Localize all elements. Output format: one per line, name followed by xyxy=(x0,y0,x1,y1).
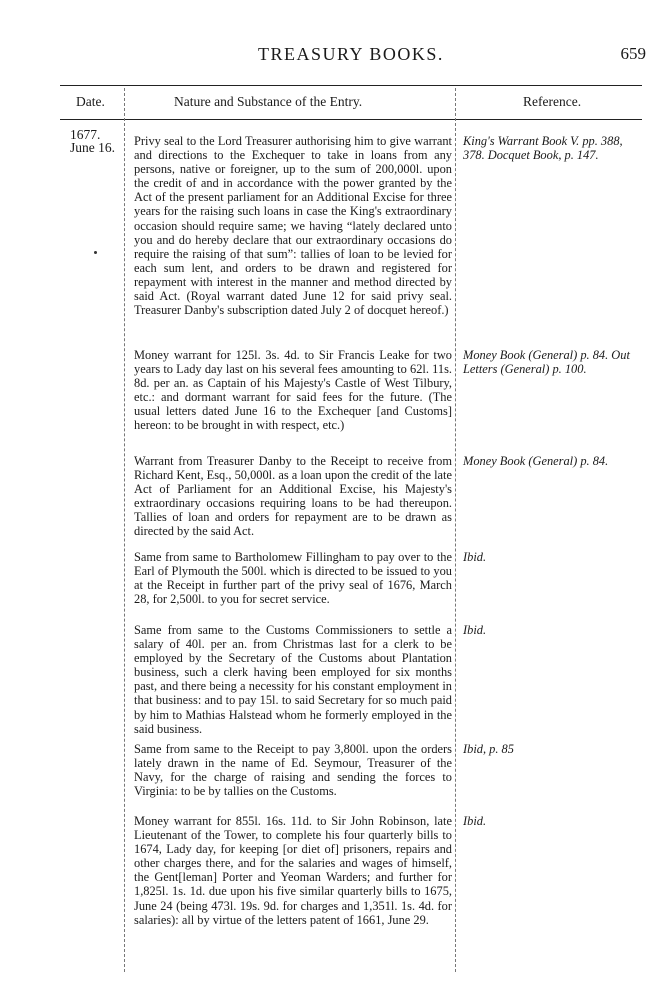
header-rule-top xyxy=(60,85,642,86)
reference-5-text: Ibid. xyxy=(463,623,487,637)
reference-1-text: King's Warrant Book V. pp. 388, 378. Docquet Book, p. 147. xyxy=(463,134,623,163)
entry-3: Warrant from Treasurer Danby to the Receipt to receive from Richard Kent, Esq., 50,000l. as a loan upon the credit of the late Act of Parliament for an Additional Excise, his Majesty's extraordinary occasions requiring loans to be had thereupon. Tallies of loan and orders for repayment are to be drawn as directed by the said Act. xyxy=(134,454,452,539)
reference-7-text: Ibid. xyxy=(463,814,487,828)
reference-1 xyxy=(463,134,645,162)
header-rule-bottom xyxy=(60,119,642,120)
entry-2: Money warrant for 125l. 3s. 4d. to Sir Francis Leake for two years to Lady day last on his several fees amounting to 62l. 11s. 8d. per an. as Captain of his Majesty's Castle of West Tilbury, etc.: and dormant warrant for said fees for the future. (The usual letters dated June 16 to the Exchequer [and Customs] hereon: to be brought in with respect, etc.) xyxy=(134,348,452,433)
page-number: 659 xyxy=(620,44,646,63)
running-title: TREASURY BOOKS. xyxy=(258,44,444,64)
date-year: 1677. xyxy=(70,127,101,142)
reference-2-text: Money Book (General) p. 84. Out Letters (General) p. 100. xyxy=(463,348,630,377)
column-header-date: Date. xyxy=(76,94,105,109)
column-divider-reference xyxy=(455,88,456,972)
reference-4-text: Ibid. xyxy=(463,550,487,564)
reference-7 xyxy=(463,814,645,828)
reference-3 xyxy=(463,454,645,468)
reference-2 xyxy=(463,348,645,376)
date-day: June 16. xyxy=(70,140,115,155)
column-divider-date xyxy=(124,88,125,972)
running-header xyxy=(0,44,672,68)
reference-3-text: Money Book (General) p. 84. xyxy=(463,454,609,468)
entry-4: Same from same to Bartholomew Fillingham to pay over to the Earl of Plymouth the 500l. which is directed to be issued to you at the Receipt in further part of the privy seal of 1676, March 28, for 2,500l. to you for secret service. xyxy=(134,550,452,607)
reference-6 xyxy=(463,742,645,756)
reference-6-text: Ibid, p. 85 xyxy=(463,742,514,756)
column-header-reference: Reference. xyxy=(523,94,582,109)
reference-5 xyxy=(463,623,645,637)
reference-4 xyxy=(463,550,645,564)
entry-7: Money warrant for 855l. 16s. 11d. to Sir John Robinson, late Lieutenant of the Tower, to complete his four quarterly bills to 1674, Lady day, for keeping [or diet of] prisoners, repairs and other charges there, and for the salaries and wages of himself, the Gent[leman] Porter and Yeoman Warders; and further for 1,825l. 1s. 1d. due upon his five similar quarterly bills to 1675, June 24 (being 473l. 19s. 9d. for charges and 1,351l. 1s. 4d. for salaries): all by virtue of the letters patent of 1661, June 29. xyxy=(134,814,452,927)
entry-6: Same from same to the Receipt to pay 3,800l. upon the orders lately drawn in the name of Ed. Seymour, Treasurer of the Navy, for the charge of raising and sending the forces to Virginia: to be by tallies on the Customs. xyxy=(134,742,452,799)
entry-1: Privy seal to the Lord Treasurer authorising him to give warrant and directions to the Exchequer to take in loans from any persons, native or foreigner, up to the sum of 200,000l. upon the credit of and in accordance with the power granted by the Act of the present parliament for an Additional Excise for three years for the raising such loans in case the King's extraordinary occasion should require same; we having “lately declared unto you and do hereby declare that our extraordinary occasions do require the raising of that sum”: tallies of loan to be levied for each sum lent, and orders to be drawn and registered for repayment with interest in the manner and method directed by said Act. (Royal warrant dated June 12 for said privy seal. Treasurer Danby's subscription dated July 2 of docquet hereof.) xyxy=(134,134,452,318)
entry-5: Same from same to the Customs Commissioners to settle a salary of 40l. per an. from Christmas last for a clerk to be employed by the Secretary of the Customs about Plantation business, such a clerk having been employed for six months past, and there being a necessity for his constant employment in that business: and to pay 15l. to said Secretary for so much paid by him to Mathias Halstead whom he formerly employed in the said business. xyxy=(134,623,452,736)
column-header-nature: Nature and Substance of the Entry. xyxy=(174,94,363,109)
margin-dot xyxy=(94,251,97,254)
